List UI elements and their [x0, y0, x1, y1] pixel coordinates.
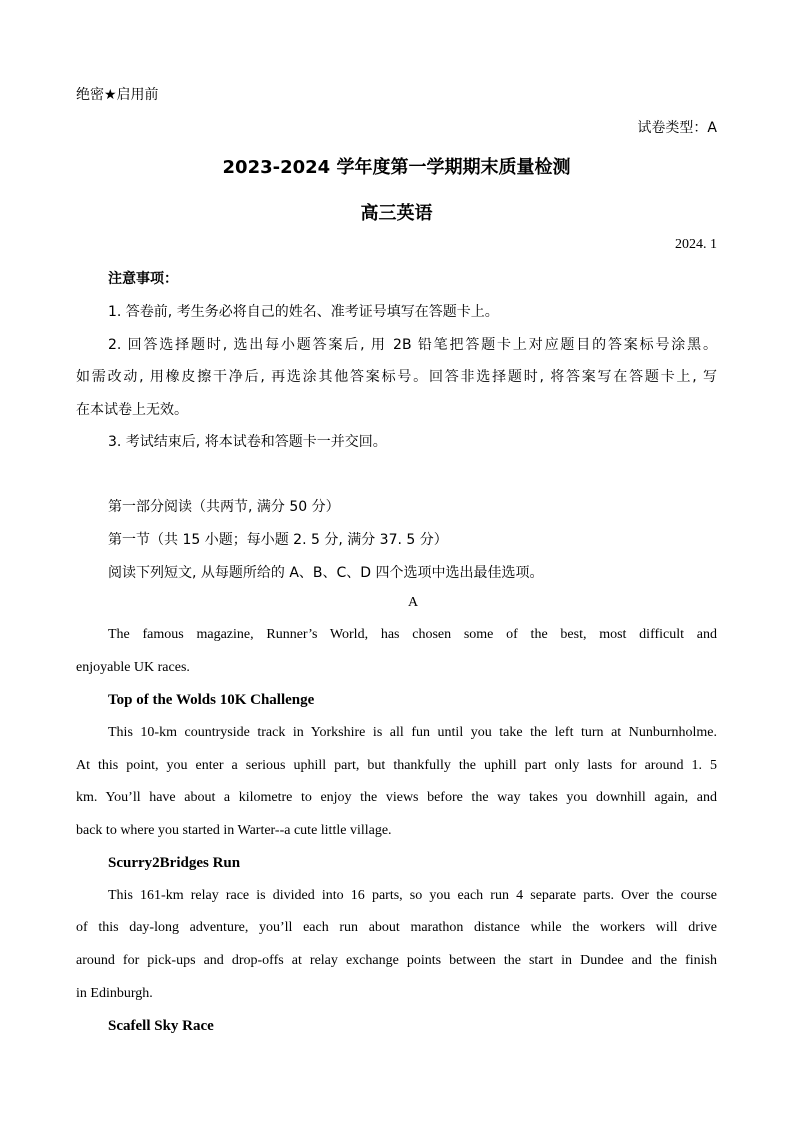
- passage-label: A: [407, 595, 419, 610]
- race2-line-3: around for pick-ups and drop-offs at relay exchange points between the start in Dundee and the finish: [76, 953, 717, 968]
- notice-item-2-line-1: 2. 回答选择题时, 选出每小题答案后, 用 2B 铅笔把答题卡上对应题目的答案标号涂黑。: [108, 337, 717, 353]
- race2-line-2: of this day-long adventure, you’ll each run about marathon distance while the workers will drive: [76, 920, 717, 935]
- paper-type: 试卷类型：A: [637, 120, 717, 136]
- confidential-label: 绝密★启用前: [76, 87, 159, 103]
- exam-subtitle: 高三英语: [360, 203, 433, 224]
- notice-item-1: 1. 答卷前, 考生务必将自己的姓名、准考证号填写在答题卡上。: [108, 304, 499, 320]
- exam-date: 2024. 1: [675, 237, 717, 252]
- part-heading: 第一部分阅读（共两节, 满分 50 分）: [108, 499, 340, 515]
- race1-line-3: km. You’ll have about a kilometre to enjoy the views before the way takes you downhill again, and: [76, 790, 717, 805]
- race1-line-1: This 10-km countryside track in Yorkshire is all fun until you take the left turn at Nunburnholme.: [108, 725, 717, 740]
- race2-line-4: in Edinburgh.: [76, 986, 153, 1001]
- race-title-3: Scafell Sky Race: [108, 1018, 214, 1034]
- race-title-2: Scurry2Bridges Run: [108, 855, 241, 871]
- notice-item-2-line-3: 在本试卷上无效。: [76, 402, 188, 418]
- intro-line-2: enjoyable UK races.: [76, 660, 190, 675]
- race1-line-2: At this point, you enter a serious uphill part, but thankfully the uphill part only lasts for around 1. 5: [76, 758, 717, 773]
- race-title-1: Top of the Wolds 10K Challenge: [108, 692, 315, 708]
- intro-line-1: The famous magazine, Runner’s World, has chosen some of the best, most difficult and: [108, 627, 717, 642]
- notice-heading: 注意事项：: [108, 271, 178, 287]
- section-heading: 第一节（共 15 小题；每小题 2. 5 分, 满分 37. 5 分）: [108, 532, 448, 548]
- notice-item-2-line-2: 如需改动, 用橡皮擦干净后, 再选涂其他答案标号。回答非选择题时, 将答案写在答题卡上, 写: [76, 369, 717, 385]
- race2-line-1: This 161-km relay race is divided into 16 parts, so you each run 4 separate parts. Over the course: [108, 888, 717, 903]
- exam-title: 2023-2024 学年度第一学期期末质量检测: [222, 157, 571, 178]
- notice-item-3: 3. 考试结束后, 将本试卷和答题卡一并交回。: [108, 434, 387, 450]
- instruction-text: 阅读下列短文, 从每题所给的 A、B、C、D 四个选项中选出最佳选项。: [108, 565, 544, 581]
- race1-line-4: back to where you started in Warter--a cute little village.: [76, 823, 392, 838]
